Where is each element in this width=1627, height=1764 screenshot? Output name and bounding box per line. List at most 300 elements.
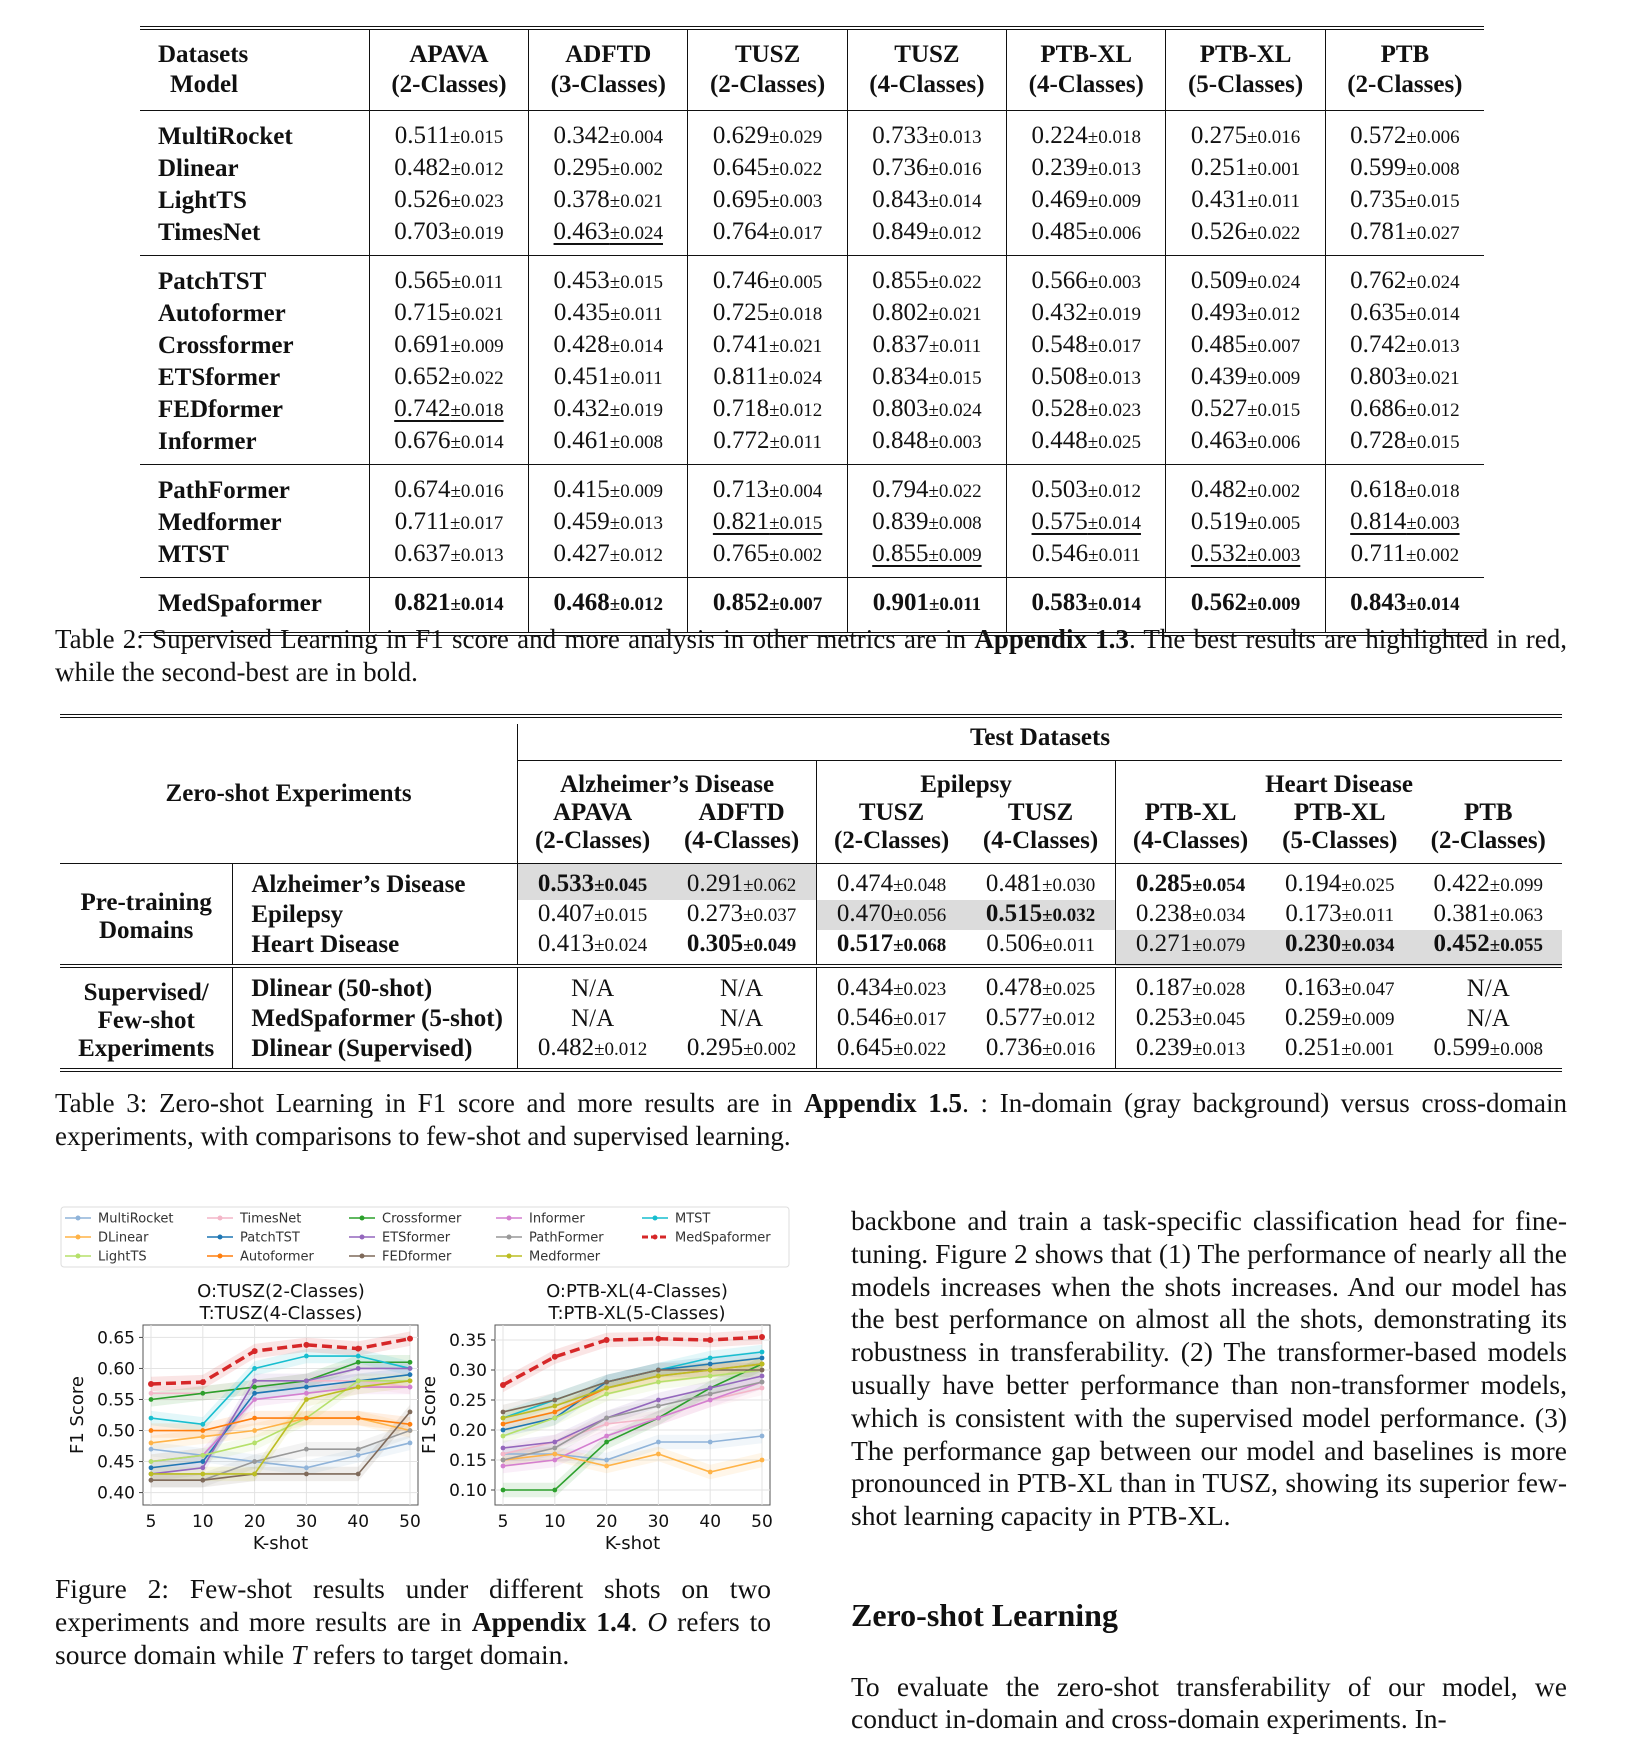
value bbox=[873, 589, 981, 616]
value-cell bbox=[966, 966, 1115, 1004]
std-value: ±0.021 bbox=[1406, 368, 1460, 389]
mean-value: 0.575 bbox=[1031, 508, 1088, 535]
std-value: ±0.019 bbox=[450, 223, 504, 244]
model-name: PathFormer bbox=[140, 465, 369, 508]
data-point bbox=[252, 1391, 257, 1396]
value-cell bbox=[688, 185, 847, 217]
data-point bbox=[501, 1434, 506, 1439]
std-value: ±0.015 bbox=[1406, 191, 1460, 212]
column-header: PTB-XL bbox=[1007, 28, 1166, 70]
value bbox=[1032, 299, 1141, 326]
paragraph-text: backbone and train a task-specific classification head for fine-tuning. Figure 2 shows that (1) The performance of nearly all the models increases when the shots increases. And our model has the best performance on almost all the shots, demonstrating its robustness in transferability. (2) The transformer-based models usually have better performance than non-transformer models, which is consistent with the supervised model performance. (3) The performance gap between our model and baselines is more pronounced in PTB-XL than in TUSZ, showing its superior few-shot learning capacity in PTB-XL. bbox=[851, 1205, 1567, 1532]
data-point bbox=[149, 1397, 154, 1402]
std-value: ±0.037 bbox=[743, 905, 797, 926]
value-cell bbox=[1415, 930, 1562, 966]
y-tick-label: 0.15 bbox=[449, 1451, 487, 1471]
std-value: ±0.013 bbox=[1087, 368, 1141, 389]
mean-value: 0.459 bbox=[553, 508, 610, 535]
mean-value: 0.463 bbox=[1190, 427, 1248, 454]
data-point bbox=[552, 1488, 557, 1493]
std-value: ±0.022 bbox=[893, 1039, 947, 1060]
std-value: ±0.008 bbox=[609, 432, 663, 453]
std-value: ±0.013 bbox=[1087, 159, 1141, 180]
column-header: (3-Classes) bbox=[529, 70, 688, 111]
value-cell bbox=[369, 111, 528, 154]
value-cell bbox=[847, 394, 1006, 426]
std-value: ±0.012 bbox=[1247, 304, 1301, 325]
value-cell bbox=[1166, 362, 1325, 394]
value-cell bbox=[529, 298, 688, 330]
std-value: ±0.003 bbox=[1247, 545, 1301, 566]
mean-value: 0.173 bbox=[1285, 900, 1342, 927]
legend-marker bbox=[218, 1235, 223, 1240]
column-header: TUSZ bbox=[847, 28, 1006, 70]
value-cell bbox=[1325, 111, 1484, 154]
caption-text: . The best results are highlighted in red, while the second-best are in bold. bbox=[55, 624, 1567, 687]
table-row bbox=[140, 153, 1484, 185]
value-cell bbox=[688, 539, 847, 578]
std-value: ±0.009 bbox=[1341, 1009, 1395, 1030]
table-3-caption bbox=[55, 1087, 1567, 1153]
data-point bbox=[252, 1366, 257, 1371]
mean-value: 0.453 bbox=[553, 267, 610, 294]
data-point bbox=[252, 1385, 257, 1390]
data-point bbox=[604, 1440, 609, 1445]
mean-value: 0.295 bbox=[686, 1034, 744, 1061]
mean-value: 0.515 bbox=[985, 900, 1043, 927]
table-row bbox=[140, 539, 1484, 578]
value bbox=[554, 267, 663, 294]
std-value: ±0.012 bbox=[928, 223, 982, 244]
value bbox=[394, 299, 503, 326]
data-point bbox=[356, 1360, 361, 1365]
value bbox=[713, 589, 822, 616]
std-value: ±0.009 bbox=[1247, 594, 1301, 615]
value-cell bbox=[1325, 217, 1484, 256]
value bbox=[394, 589, 503, 616]
model-name: ETSformer bbox=[158, 364, 281, 391]
value bbox=[1032, 218, 1141, 245]
std-value: ±0.012 bbox=[1406, 400, 1460, 421]
model-name: MTST bbox=[158, 541, 229, 568]
std-value: ±0.019 bbox=[609, 400, 663, 421]
table-row bbox=[60, 930, 1562, 966]
data-point bbox=[200, 1478, 205, 1483]
x-tick-label: 10 bbox=[191, 1512, 214, 1532]
data-point bbox=[356, 1378, 361, 1383]
std-value: ±0.011 bbox=[1247, 191, 1300, 212]
value-cell bbox=[369, 298, 528, 330]
value-cell bbox=[1116, 900, 1265, 930]
class-count-header: (4-Classes) bbox=[1116, 827, 1265, 864]
column-header: PTB bbox=[1325, 28, 1484, 70]
value-cell bbox=[688, 111, 847, 154]
value-cell bbox=[688, 362, 847, 394]
std-value: ±0.009 bbox=[609, 481, 663, 502]
chart-title-line: O:PTB-XL(4-Classes) bbox=[546, 1281, 728, 1302]
chart-panel bbox=[67, 1281, 421, 1554]
data-point bbox=[501, 1410, 506, 1415]
value bbox=[554, 122, 663, 149]
value bbox=[1191, 589, 1300, 616]
mean-value: 0.482 bbox=[1190, 476, 1248, 503]
value-cell bbox=[518, 864, 667, 901]
data-point bbox=[552, 1416, 557, 1421]
std-value: ±0.025 bbox=[1087, 432, 1141, 453]
model-name: TimesNet bbox=[158, 219, 261, 246]
value-cell bbox=[667, 864, 816, 901]
y-tick-label: 0.65 bbox=[97, 1328, 135, 1349]
legend-marker bbox=[218, 1254, 223, 1259]
mean-value: 0.645 bbox=[712, 154, 770, 181]
data-point bbox=[356, 1385, 361, 1390]
mean-value: 0.452 bbox=[1433, 930, 1490, 957]
mean-value: 0.691 bbox=[394, 331, 451, 358]
data-point bbox=[656, 1398, 661, 1403]
std-value: ±0.015 bbox=[928, 368, 982, 389]
data-point bbox=[604, 1392, 609, 1397]
value-cell bbox=[369, 153, 528, 185]
value-cell bbox=[1166, 330, 1325, 362]
std-value: ±0.025 bbox=[1042, 979, 1096, 1000]
legend-label: Medformer bbox=[529, 1249, 601, 1265]
value bbox=[554, 186, 663, 213]
x-tick-label: 40 bbox=[347, 1512, 370, 1532]
data-point bbox=[304, 1385, 309, 1390]
value-cell bbox=[688, 298, 847, 330]
std-value: ±0.022 bbox=[928, 272, 982, 293]
mean-value: 0.251 bbox=[1190, 154, 1248, 181]
data-point bbox=[604, 1380, 609, 1385]
value-cell bbox=[1325, 507, 1484, 539]
std-value: ±0.045 bbox=[1192, 1009, 1246, 1030]
caption-symbol-t: T bbox=[290, 1638, 307, 1670]
dataset-header: APAVA bbox=[518, 799, 667, 827]
mean-value: 0.733 bbox=[872, 122, 929, 149]
legend-label: Informer bbox=[529, 1211, 585, 1227]
legend-label: MedSpaformer bbox=[675, 1230, 771, 1246]
column-header: (5-Classes) bbox=[1166, 70, 1325, 111]
std-value: ±0.049 bbox=[743, 935, 797, 956]
value-cell bbox=[688, 507, 847, 539]
mean-value: 0.194 bbox=[1285, 870, 1342, 897]
value bbox=[1191, 186, 1300, 213]
table-row bbox=[60, 966, 1562, 1004]
std-value: ±0.024 bbox=[594, 935, 648, 956]
value bbox=[394, 540, 503, 567]
mean-value: 0.295 bbox=[553, 154, 610, 181]
mean-value: 0.230 bbox=[1285, 930, 1342, 957]
value bbox=[1351, 540, 1460, 567]
mean-value: 0.508 bbox=[1031, 363, 1088, 390]
value-cell bbox=[1166, 539, 1325, 578]
value-cell bbox=[1166, 465, 1325, 508]
value bbox=[872, 122, 981, 149]
data-point bbox=[304, 1416, 309, 1421]
mean-value: 0.435 bbox=[553, 299, 611, 326]
value bbox=[1032, 589, 1141, 616]
value-cell bbox=[1007, 298, 1166, 330]
mean-value: 0.275 bbox=[1190, 122, 1248, 149]
value-cell bbox=[1265, 966, 1414, 1004]
row-name: Epilepsy bbox=[251, 901, 344, 928]
mean-value: 0.434 bbox=[836, 974, 894, 1001]
value bbox=[1032, 122, 1141, 149]
value-cell bbox=[847, 539, 1006, 578]
value-cell bbox=[667, 966, 816, 1004]
std-value: ±0.015 bbox=[450, 127, 504, 148]
mean-value: 0.728 bbox=[1350, 427, 1407, 454]
value-cell bbox=[369, 539, 528, 578]
value-cell bbox=[688, 465, 847, 508]
header-row bbox=[140, 70, 1484, 111]
std-value: ±0.021 bbox=[450, 304, 504, 325]
value bbox=[713, 154, 822, 181]
value-cell bbox=[1265, 1004, 1414, 1034]
value-cell bbox=[1007, 185, 1166, 217]
mean-value: 0.470 bbox=[836, 900, 894, 927]
legend-marker bbox=[76, 1216, 81, 1221]
mean-value: 0.163 bbox=[1285, 974, 1342, 1001]
value-cell bbox=[1007, 256, 1166, 299]
x-tick-label: 5 bbox=[145, 1512, 157, 1532]
class-count-header: (2-Classes) bbox=[817, 827, 966, 864]
std-value: ±0.014 bbox=[450, 594, 504, 615]
data-point bbox=[501, 1452, 506, 1457]
data-point bbox=[304, 1397, 309, 1402]
data-point bbox=[304, 1354, 309, 1359]
value-cell bbox=[1166, 256, 1325, 299]
data-point bbox=[408, 1366, 413, 1371]
data-point bbox=[760, 1434, 765, 1439]
mean-value: 0.637 bbox=[394, 540, 451, 567]
value bbox=[1350, 186, 1459, 213]
data-point bbox=[708, 1398, 713, 1403]
data-point bbox=[707, 1337, 713, 1343]
legend-marker bbox=[218, 1216, 223, 1221]
value-cell bbox=[518, 1034, 667, 1070]
value bbox=[554, 154, 663, 181]
data-point bbox=[760, 1356, 765, 1361]
value bbox=[1350, 331, 1459, 358]
value-cell bbox=[688, 256, 847, 299]
data-point bbox=[708, 1392, 713, 1397]
mean-value: 0.629 bbox=[712, 122, 770, 149]
value bbox=[394, 395, 503, 422]
std-value: ±0.099 bbox=[1489, 875, 1543, 896]
dataset-header: TUSZ bbox=[817, 799, 966, 827]
data-point bbox=[252, 1378, 257, 1383]
caption-text: . bbox=[630, 1605, 648, 1637]
std-value: ±0.015 bbox=[594, 905, 648, 926]
legend-marker bbox=[360, 1216, 365, 1221]
mean-value: 0.548 bbox=[1031, 331, 1088, 358]
std-value: ±0.045 bbox=[594, 875, 648, 896]
data-point bbox=[552, 1446, 557, 1451]
value bbox=[1191, 427, 1300, 454]
legend-label: ETSformer bbox=[382, 1230, 451, 1246]
value-cell bbox=[817, 900, 966, 930]
value-cell bbox=[1415, 966, 1562, 1004]
zero-shot-header: Zero-shot Experiments bbox=[165, 779, 412, 807]
mean-value: N/A bbox=[720, 975, 764, 1002]
caption-text: Figure 2: Few-shot results under different shots on two experiments and more results are in bbox=[55, 1573, 771, 1637]
value-cell bbox=[529, 362, 688, 394]
mean-value: 0.407 bbox=[537, 900, 595, 927]
table-row bbox=[140, 298, 1484, 330]
y-tick-label: 0.45 bbox=[97, 1452, 135, 1473]
data-point bbox=[656, 1374, 661, 1379]
legend-marker bbox=[653, 1216, 658, 1221]
value bbox=[713, 363, 822, 390]
mean-value: 0.381 bbox=[1433, 900, 1490, 927]
std-value: ±0.022 bbox=[1247, 223, 1301, 244]
value bbox=[554, 476, 663, 503]
std-value: ±0.055 bbox=[1489, 935, 1543, 956]
data-point bbox=[149, 1465, 154, 1470]
mean-value: 0.703 bbox=[394, 218, 451, 245]
std-value: ±0.008 bbox=[1489, 1039, 1543, 1060]
std-value: ±0.005 bbox=[1247, 513, 1301, 534]
value-cell bbox=[817, 1004, 966, 1034]
data-point bbox=[149, 1478, 154, 1483]
std-value: ±0.003 bbox=[1087, 272, 1141, 293]
header-row bbox=[140, 28, 1484, 70]
mean-value: 0.746 bbox=[712, 267, 770, 294]
mean-value: 0.285 bbox=[1135, 870, 1193, 897]
mean-value: 0.834 bbox=[872, 363, 929, 390]
std-value: ±0.004 bbox=[769, 481, 823, 502]
value-cell bbox=[1007, 111, 1166, 154]
value-cell bbox=[529, 153, 688, 185]
std-value: ±0.022 bbox=[769, 159, 823, 180]
test-datasets-header: Test Datasets bbox=[518, 724, 1562, 761]
data-point bbox=[408, 1378, 413, 1383]
value-cell bbox=[847, 185, 1006, 217]
value bbox=[713, 122, 822, 149]
data-point bbox=[604, 1416, 609, 1421]
value bbox=[1191, 299, 1300, 326]
data-point bbox=[200, 1428, 205, 1433]
value bbox=[1191, 122, 1300, 149]
table-row bbox=[140, 330, 1484, 362]
legend-marker bbox=[507, 1216, 512, 1221]
mean-value: 0.781 bbox=[1350, 218, 1407, 245]
value-cell bbox=[369, 394, 528, 426]
data-point bbox=[604, 1422, 609, 1427]
value-cell bbox=[1325, 330, 1484, 362]
y-tick-label: 0.35 bbox=[449, 1331, 487, 1351]
std-value: ±0.012 bbox=[450, 159, 504, 180]
std-value: ±0.014 bbox=[1406, 304, 1460, 325]
dataset-header: PTB-XL bbox=[1116, 799, 1265, 827]
data-point bbox=[356, 1453, 361, 1458]
data-point bbox=[760, 1362, 765, 1367]
mean-value: 0.509 bbox=[1190, 267, 1248, 294]
legend-label: FEDformer bbox=[382, 1249, 452, 1265]
value-cell bbox=[847, 362, 1006, 394]
mean-value: 0.764 bbox=[712, 218, 770, 245]
y-tick-label: 0.10 bbox=[449, 1481, 487, 1501]
data-point bbox=[552, 1452, 557, 1457]
value-cell bbox=[518, 900, 667, 930]
caption-appendix-ref: Appendix 1.5 bbox=[804, 1088, 963, 1118]
value bbox=[1350, 299, 1459, 326]
data-point bbox=[501, 1446, 506, 1451]
body-paragraph bbox=[851, 1643, 1567, 1764]
mean-value: 0.533 bbox=[537, 870, 595, 897]
value bbox=[554, 589, 663, 616]
value-cell bbox=[1166, 507, 1325, 539]
std-value: ±0.063 bbox=[1489, 905, 1543, 926]
disease-group-header: Alzheimer’s Disease bbox=[518, 761, 817, 800]
value-cell bbox=[1007, 394, 1166, 426]
column-header: (4-Classes) bbox=[1007, 70, 1166, 111]
value-cell bbox=[1325, 298, 1484, 330]
std-value: ±0.014 bbox=[1406, 594, 1460, 615]
mean-value: 0.187 bbox=[1135, 974, 1193, 1001]
value bbox=[394, 427, 503, 454]
value-cell bbox=[966, 864, 1115, 901]
std-value: ±0.021 bbox=[928, 304, 982, 325]
legend-marker bbox=[76, 1235, 81, 1240]
value-cell bbox=[1116, 1034, 1265, 1070]
value-cell bbox=[1415, 900, 1562, 930]
value bbox=[872, 395, 981, 422]
std-value: ±0.009 bbox=[450, 336, 504, 357]
legend-label: PatchTST bbox=[240, 1230, 300, 1246]
chart-title-line: T:TUSZ(4-Classes) bbox=[199, 1303, 363, 1324]
figure-2 bbox=[55, 1205, 795, 1565]
legend-label: Autoformer bbox=[240, 1249, 314, 1265]
mean-value: 0.843 bbox=[1350, 589, 1407, 616]
std-value: ±0.018 bbox=[1406, 481, 1460, 502]
mean-value: 0.431 bbox=[1191, 186, 1248, 213]
data-point bbox=[408, 1360, 413, 1365]
std-value: ±0.056 bbox=[893, 905, 947, 926]
data-point bbox=[708, 1470, 713, 1475]
mean-value: 0.583 bbox=[1031, 589, 1088, 616]
std-value: ±0.011 bbox=[769, 432, 822, 453]
std-value: ±0.001 bbox=[1247, 159, 1301, 180]
mean-value: 0.463 bbox=[553, 218, 610, 245]
data-point bbox=[760, 1380, 765, 1385]
data-point bbox=[149, 1428, 154, 1433]
pretrain_rows-label bbox=[60, 864, 233, 967]
value bbox=[872, 363, 981, 390]
value bbox=[554, 540, 663, 567]
value bbox=[1032, 154, 1141, 181]
data-point bbox=[501, 1422, 506, 1427]
data-point bbox=[552, 1354, 558, 1360]
mean-value: 0.852 bbox=[712, 589, 770, 616]
mean-value: 0.378 bbox=[553, 186, 610, 213]
std-value: ±0.015 bbox=[1247, 400, 1301, 421]
value-cell bbox=[529, 507, 688, 539]
std-value: ±0.023 bbox=[450, 191, 504, 212]
value-cell bbox=[667, 930, 816, 966]
std-value: ±0.003 bbox=[1406, 513, 1460, 534]
mean-value: 0.342 bbox=[553, 122, 610, 149]
mean-value: 0.803 bbox=[1350, 363, 1407, 390]
mean-value: 0.482 bbox=[394, 154, 451, 181]
few_rows-label-line: Experiments bbox=[78, 1035, 215, 1062]
std-value: ±0.013 bbox=[1192, 1039, 1246, 1060]
value bbox=[1191, 476, 1300, 503]
data-point bbox=[408, 1441, 413, 1446]
std-value: ±0.024 bbox=[768, 368, 822, 389]
value bbox=[713, 186, 822, 213]
